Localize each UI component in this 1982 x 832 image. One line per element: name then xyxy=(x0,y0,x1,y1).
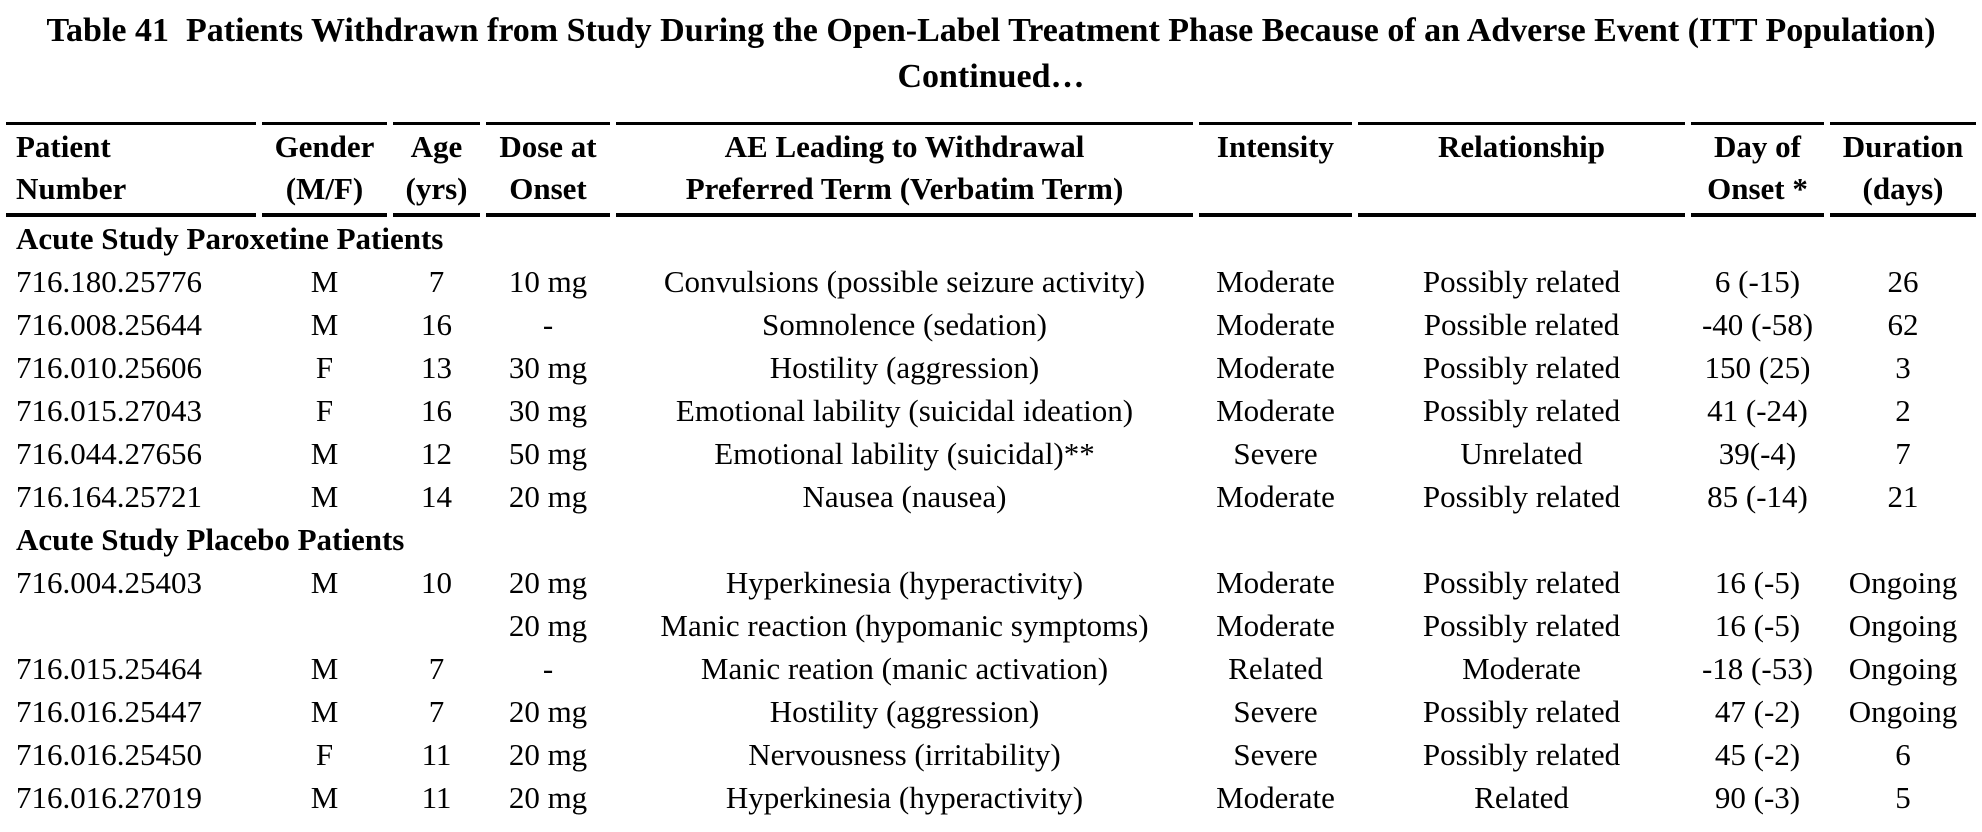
cell-dose-at-onset: 20 mg xyxy=(508,694,588,729)
table-row xyxy=(6,604,1976,647)
cell-duration: 5 xyxy=(1895,780,1911,815)
cell-intensity: Moderate xyxy=(1216,264,1335,299)
col-header-ae-term xyxy=(616,122,1193,217)
cell-patient-number: 716.004.25403 xyxy=(16,565,202,600)
table-row xyxy=(6,690,1976,733)
cell-ae-term: Convulsions (possible seizure activity) xyxy=(663,264,1146,299)
cell-intensity: Moderate xyxy=(1216,307,1335,342)
col-header-line: Age xyxy=(410,129,463,164)
cell-age xyxy=(393,604,480,647)
col-header-line: (M/F) xyxy=(285,171,364,206)
col-header-line: Patient xyxy=(16,129,111,164)
cell-ae-term: Nervousness (irritability) xyxy=(748,737,1061,772)
table-row xyxy=(6,389,1976,432)
table-row xyxy=(6,647,1976,690)
cell-day-of-onset: 150 (25) xyxy=(1704,350,1811,385)
cell-day-of-onset: 41 (-24) xyxy=(1707,393,1808,428)
col-header-line: AE Leading to Withdrawal xyxy=(724,129,1085,164)
col-header-relationship xyxy=(1358,122,1685,217)
cell-duration: 21 xyxy=(1887,479,1919,514)
table-row xyxy=(6,260,1976,303)
cell-duration: 2 xyxy=(1895,393,1911,428)
col-header-duration xyxy=(1830,122,1976,217)
cell-dose-at-onset: 50 mg xyxy=(508,436,588,471)
cell-relationship: Possibly related xyxy=(1422,350,1621,385)
cell-day-of-onset: 47 (-2) xyxy=(1714,694,1801,729)
section-header: Acute Study Paroxetine Patients xyxy=(16,221,444,256)
cell-age: 11 xyxy=(421,737,452,772)
cell-patient-number: 716.015.25464 xyxy=(16,651,202,686)
cell-dose-at-onset: 20 mg xyxy=(508,780,588,815)
cell-duration: Ongoing xyxy=(1848,694,1958,729)
cell-ae-term: Hostility (aggression) xyxy=(769,694,1040,729)
cell-relationship: Possibly related xyxy=(1422,393,1621,428)
cell-gender xyxy=(262,604,387,647)
cell-gender: M xyxy=(310,479,339,514)
cell-patient-number: 716.016.25447 xyxy=(16,694,202,729)
cell-day-of-onset: 90 (-3) xyxy=(1714,780,1801,815)
cell-age: 7 xyxy=(428,694,445,729)
col-header-day-of-onset xyxy=(1691,122,1824,217)
col-header-line: Onset * xyxy=(1707,171,1808,206)
section-header-row xyxy=(6,518,1976,561)
col-header-line: Onset xyxy=(509,171,587,206)
patients-withdrawn-table xyxy=(0,122,1982,819)
cell-patient-number: 716.008.25644 xyxy=(16,307,202,342)
cell-age: 16 xyxy=(421,307,452,342)
cell-relationship: Possibly related xyxy=(1422,479,1621,514)
cell-duration: Ongoing xyxy=(1848,608,1958,643)
cell-age: 13 xyxy=(421,350,452,385)
cell-day-of-onset: -40 (-58) xyxy=(1701,307,1814,342)
table-row xyxy=(6,561,1976,604)
header-row xyxy=(6,122,1976,217)
cell-relationship: Possibly related xyxy=(1422,565,1621,600)
cell-day-of-onset: 85 (-14) xyxy=(1707,479,1808,514)
cell-patient-number: 716.015.27043 xyxy=(16,393,202,428)
cell-day-of-onset: 16 (-5) xyxy=(1714,565,1801,600)
col-header-line: Intensity xyxy=(1216,129,1335,164)
col-header-dose-at-onset xyxy=(486,122,610,217)
cell-day-of-onset: 16 (-5) xyxy=(1714,608,1801,643)
table-row xyxy=(6,303,1976,346)
col-header-line: Preferred Term (Verbatim Term) xyxy=(685,171,1124,206)
cell-intensity: Related xyxy=(1228,651,1323,686)
cell-relationship: Possibly related xyxy=(1422,264,1621,299)
cell-relationship: Related xyxy=(1474,780,1569,815)
cell-intensity: Moderate xyxy=(1216,780,1335,815)
col-header-line xyxy=(1199,168,1352,210)
col-header-line: Number xyxy=(16,171,127,206)
cell-patient-number: 716.016.25450 xyxy=(16,737,202,772)
col-header-line: Duration xyxy=(1842,129,1964,164)
cell-duration: 6 xyxy=(1895,737,1911,772)
cell-relationship: Possibly related xyxy=(1422,608,1621,643)
cell-ae-term: Hyperkinesia (hyperactivity) xyxy=(725,565,1084,600)
cell-intensity: Severe xyxy=(1233,436,1318,471)
cell-gender: F xyxy=(315,737,334,772)
cell-age: 10 xyxy=(421,565,452,600)
table-row xyxy=(6,475,1976,518)
cell-dose-at-onset: 20 mg xyxy=(508,737,588,772)
cell-day-of-onset: 39(-4) xyxy=(1718,436,1797,471)
cell-age: 12 xyxy=(421,436,452,471)
cell-age: 7 xyxy=(428,651,445,686)
cell-intensity: Moderate xyxy=(1216,565,1335,600)
cell-gender: M xyxy=(310,694,339,729)
cell-relationship: Possibly related xyxy=(1422,737,1621,772)
cell-relationship: Moderate xyxy=(1462,651,1581,686)
table-body xyxy=(6,217,1976,819)
cell-intensity: Moderate xyxy=(1216,608,1335,643)
cell-patient-number: 716.044.27656 xyxy=(16,436,202,471)
cell-gender: M xyxy=(310,565,339,600)
cell-intensity: Severe xyxy=(1233,737,1318,772)
cell-day-of-onset: 45 (-2) xyxy=(1714,737,1801,772)
cell-day-of-onset: 6 (-15) xyxy=(1714,264,1801,299)
cell-relationship: Unrelated xyxy=(1460,436,1583,471)
cell-gender: M xyxy=(310,780,339,815)
col-header-intensity xyxy=(1199,122,1352,217)
cell-age: 16 xyxy=(421,393,452,428)
cell-gender: F xyxy=(315,350,334,385)
col-header-gender xyxy=(262,122,387,217)
col-header-line xyxy=(1358,168,1685,210)
table-row xyxy=(6,432,1976,475)
cell-ae-term: Emotional lability (suicidal ideation) xyxy=(675,393,1134,428)
col-header-line: Gender xyxy=(274,129,375,164)
col-header-age xyxy=(393,122,480,217)
cell-gender: M xyxy=(310,651,339,686)
section-header-row xyxy=(6,217,1976,260)
cell-ae-term: Hostility (aggression) xyxy=(769,350,1040,385)
col-header-line: Day of xyxy=(1714,129,1801,164)
cell-gender: M xyxy=(310,307,339,342)
cell-dose-at-onset: 30 mg xyxy=(508,350,588,385)
cell-ae-term: Hyperkinesia (hyperactivity) xyxy=(725,780,1084,815)
col-header-line: (yrs) xyxy=(405,171,468,206)
cell-gender: M xyxy=(310,436,339,471)
cell-ae-term: Manic reaction (hypomanic symptoms) xyxy=(660,608,1149,643)
cell-gender: M xyxy=(310,264,339,299)
cell-dose-at-onset: 20 mg xyxy=(508,608,588,643)
cell-day-of-onset: -18 (-53) xyxy=(1701,651,1814,686)
table-row xyxy=(6,346,1976,389)
cell-dose-at-onset: 30 mg xyxy=(508,393,588,428)
section-header: Acute Study Placebo Patients xyxy=(16,522,405,557)
cell-patient-number: 716.180.25776 xyxy=(16,264,202,299)
cell-dose-at-onset: - xyxy=(542,651,554,686)
cell-age: 11 xyxy=(421,780,452,815)
cell-age: 14 xyxy=(421,479,452,514)
cell-duration: Ongoing xyxy=(1848,651,1958,686)
cell-duration: Ongoing xyxy=(1848,565,1958,600)
col-header-line: (days) xyxy=(1862,171,1944,206)
cell-ae-term: Nausea (nausea) xyxy=(802,479,1007,514)
col-header-line: Relationship xyxy=(1437,129,1606,164)
table-row xyxy=(6,776,1976,819)
col-header-line: Dose at xyxy=(499,129,597,164)
cell-gender: F xyxy=(315,393,334,428)
cell-intensity: Severe xyxy=(1233,694,1318,729)
cell-duration: 26 xyxy=(1887,264,1919,299)
cell-dose-at-onset: - xyxy=(542,307,554,342)
table-row xyxy=(6,733,1976,776)
cell-dose-at-onset: 20 mg xyxy=(508,565,588,600)
cell-relationship: Possible related xyxy=(1423,307,1620,342)
cell-patient-number: 716.164.25721 xyxy=(16,479,202,514)
cell-ae-term: Manic reation (manic activation) xyxy=(700,651,1109,686)
cell-ae-term: Somnolence (sedation) xyxy=(762,307,1047,342)
cell-ae-term: Emotional lability (suicidal)** xyxy=(714,436,1095,471)
cell-intensity: Moderate xyxy=(1216,393,1335,428)
cell-relationship: Possibly related xyxy=(1422,694,1621,729)
cell-intensity: Moderate xyxy=(1216,350,1335,385)
cell-intensity: Moderate xyxy=(1216,479,1335,514)
col-header-patient-number xyxy=(6,122,256,217)
cell-age: 7 xyxy=(428,264,445,299)
cell-duration: 7 xyxy=(1895,436,1911,471)
cell-duration: 62 xyxy=(1887,307,1919,342)
table-caption: Table 41 Patients Withdrawn from Study During the Open-Label Treatment Phase Because of an Adverse Event (ITT Population) Continued… xyxy=(46,12,1936,95)
cell-dose-at-onset: 20 mg xyxy=(508,479,588,514)
cell-patient-number: 716.016.27019 xyxy=(16,780,202,815)
cell-duration: 3 xyxy=(1895,350,1911,385)
cell-patient-number xyxy=(6,604,256,647)
cell-dose-at-onset: 10 mg xyxy=(508,264,588,299)
cell-patient-number: 716.010.25606 xyxy=(16,350,202,385)
